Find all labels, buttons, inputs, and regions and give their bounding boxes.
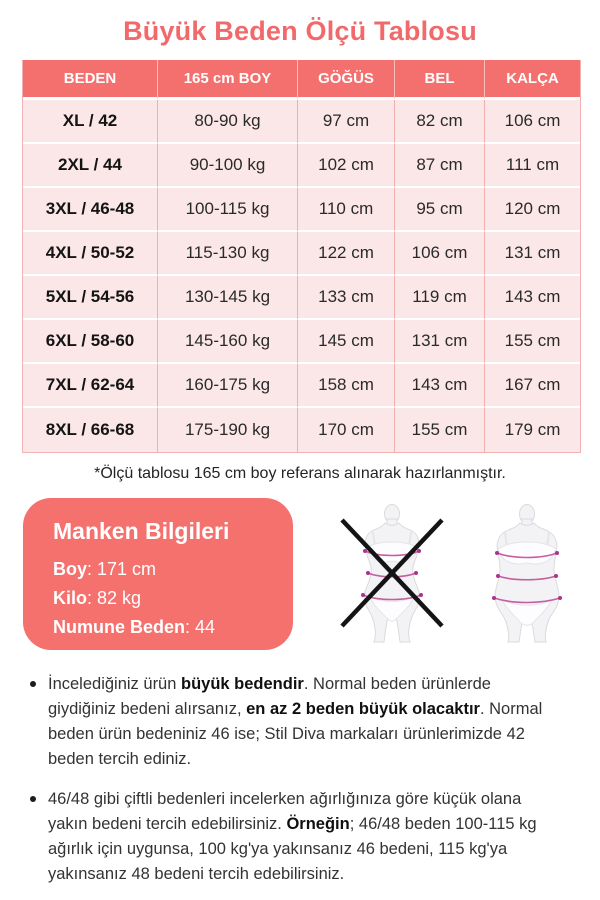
model-info-section [23,498,600,650]
cell-waist: 106 cm [395,232,485,276]
x-mark-icon [336,504,448,644]
cell-weight: 160-175 kg [158,364,298,408]
table-row [23,144,580,188]
cell-hip: 143 cm [485,276,580,320]
cell-size: 5XL / 54-56 [23,276,158,320]
cell-bust: 145 cm [298,320,395,364]
cell-waist: 87 cm [395,144,485,188]
cell-waist: 95 cm [395,188,485,232]
bullet-dot [30,796,36,802]
table-row [23,408,580,452]
cell-weight: 100-115 kg [158,188,298,232]
cell-waist: 82 cm [395,100,485,144]
cell-hip: 179 cm [485,408,580,452]
model-info-title: Manken Bilgileri [53,518,230,544]
table-row [23,188,580,232]
table-row [23,100,580,144]
page-title: Büyük Beden Ölçü Tablosu [123,16,477,46]
header-bel: BEL [395,60,485,100]
header-boy: 165 cm BOY [158,60,298,100]
cell-waist: 155 cm [395,408,485,452]
table-row [23,364,580,408]
note-text: İncelediğiniz ürün büyük bedendir. Normal beden ürünlerde giydiğiniz bedeni alırsanız, en az 2 beden büyük olacaktır. Normal beden ürün bedeniniz 46 ise; Stil Diva markaları ürünlerimizde 42 beden tercih ediniz. [48,675,543,768]
figure-bra [498,542,556,564]
body-figures [293,504,583,644]
cell-size: 7XL / 62-64 [23,364,158,408]
cell-bust: 122 cm [298,232,395,276]
cell-size: 4XL / 50-52 [23,232,158,276]
cell-waist: 119 cm [395,276,485,320]
table-row [23,276,580,320]
cell-weight: 130-145 kg [158,276,298,320]
table-row [23,320,580,364]
size-chart-page [0,16,600,900]
bullet-dot [30,681,36,687]
slim-body-crossed-out-icon [336,504,448,644]
table-footnote: *Ölçü tablosu 165 cm boy referans alınarak hazırlanmıştır. [94,465,506,482]
model-info-card [23,498,293,650]
model-height-line: Boy: 171 cm [53,559,157,579]
cell-bust: 102 cm [298,144,395,188]
cell-hip: 120 cm [485,188,580,232]
cell-hip: 131 cm [485,232,580,276]
cell-bust: 133 cm [298,276,395,320]
cell-weight: 145-160 kg [158,320,298,364]
header-beden: BEDEN [23,60,158,100]
cell-weight: 175-190 kg [158,408,298,452]
plus-body-with-measure-lines-icon [471,504,583,644]
size-table [22,60,579,453]
cell-hip: 111 cm [485,144,580,188]
plus-body-illustration [471,504,583,644]
model-sample-size-line: Numune Beden: 44 [53,617,216,637]
table-header-row [23,60,580,100]
cell-bust: 170 cm [298,408,395,452]
table-row [23,232,580,276]
header-kalca: KALÇA [485,60,580,100]
cell-hip: 167 cm [485,364,580,408]
cell-size: 2XL / 44 [23,144,158,188]
cell-hip: 155 cm [485,320,580,364]
note-item [30,672,562,772]
cell-hip: 106 cm [485,100,580,144]
cell-weight: 90-100 kg [158,144,298,188]
note-text: 46/48 gibi çiftli bedenleri incelerken ağırlığınıza göre küçük olana yakın bedeni tercih edebilirsiniz. Örneğin; 46/48 beden 100-115 kg ağırlık için uygunsa, 100 kg'ya yakınsanız 46 bedeni, 115 kg'ya yakınsanız 48 bedeni tercih edebilirsiniz. [48,790,537,883]
note-item [30,787,562,887]
cell-size: XL / 42 [23,100,158,144]
cell-waist: 143 cm [395,364,485,408]
cell-size: 8XL / 66-68 [23,408,158,452]
notes-list [30,672,570,887]
cell-bust: 110 cm [298,188,395,232]
cell-weight: 80-90 kg [158,100,298,144]
cell-waist: 131 cm [395,320,485,364]
cell-bust: 97 cm [298,100,395,144]
cell-size: 3XL / 46-48 [23,188,158,232]
cell-bust: 158 cm [298,364,395,408]
cell-weight: 115-130 kg [158,232,298,276]
cell-size: 6XL / 58-60 [23,320,158,364]
model-weight-line: Kilo: 82 kg [53,588,142,608]
header-gogus: GÖĞÜS [298,60,395,100]
